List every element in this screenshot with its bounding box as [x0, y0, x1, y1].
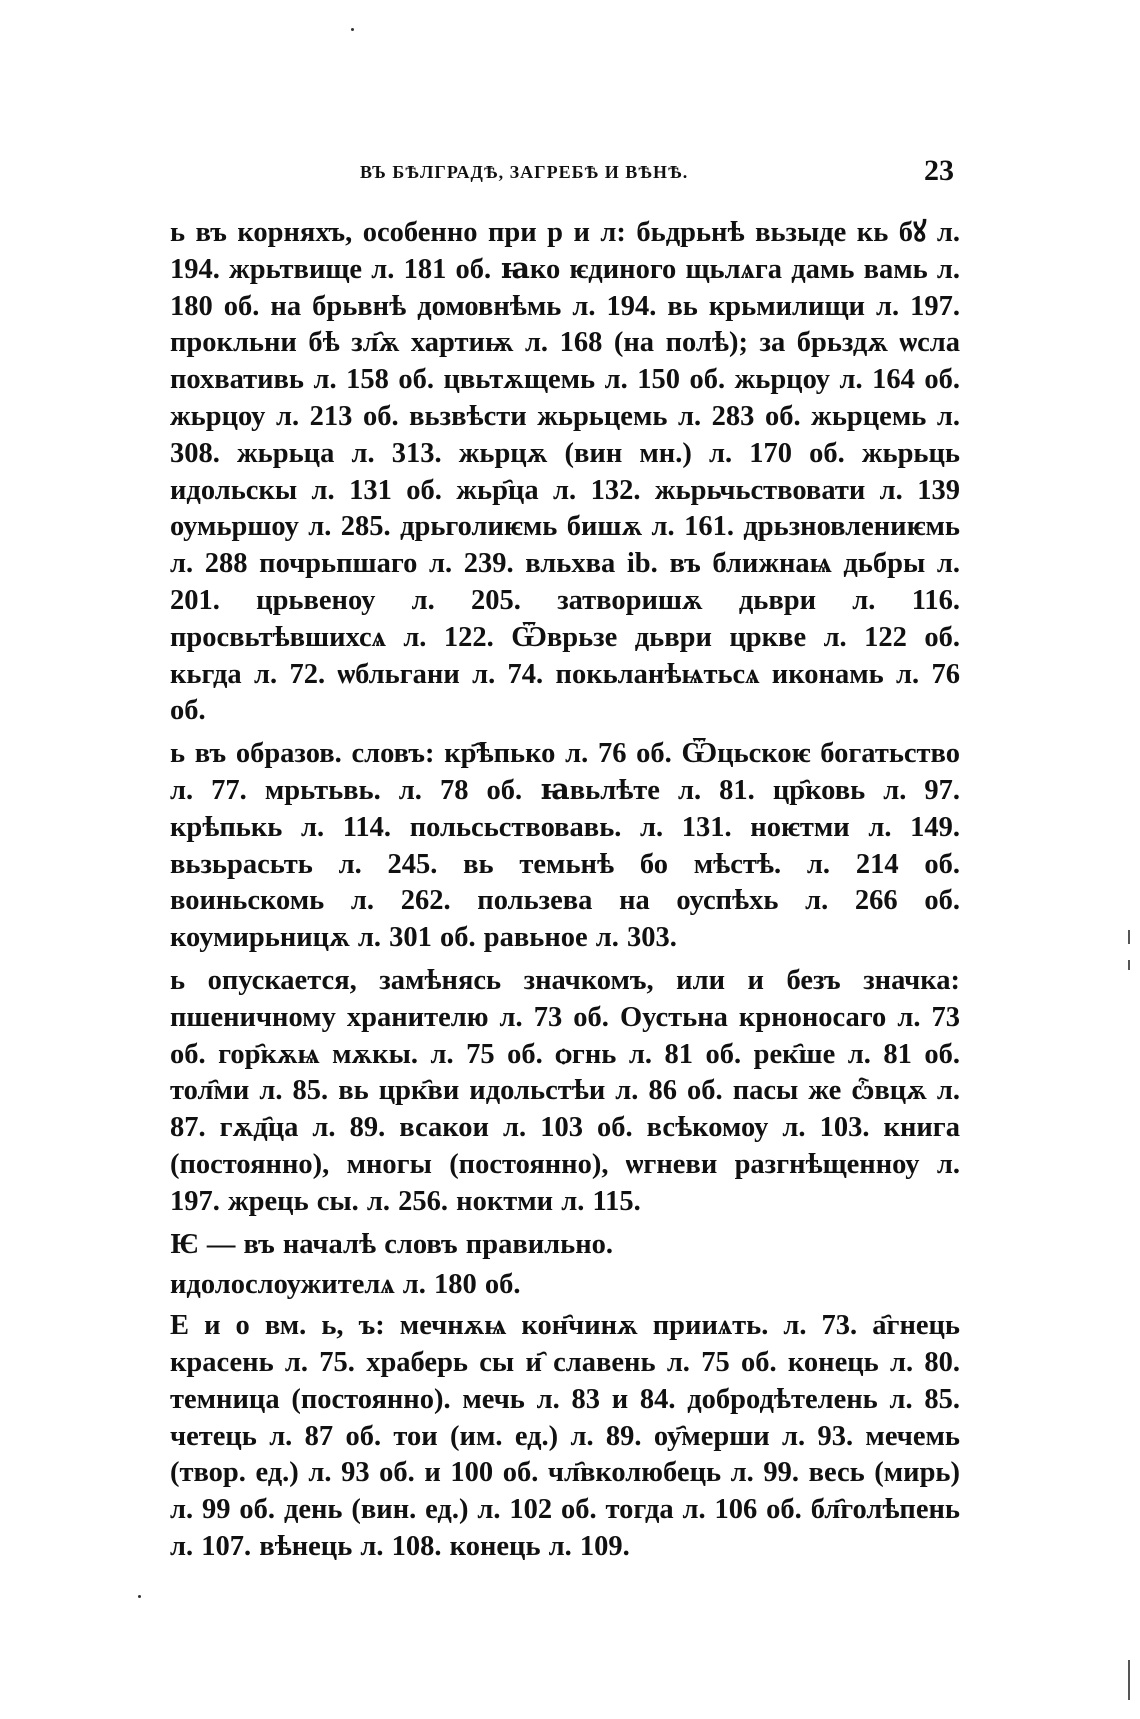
text-block — [170, 215, 960, 1572]
running-title: ВЪ БѢЛГРАДѢ, ЗАГРЕБѢ И ВѢНѢ. — [360, 162, 689, 182]
top-speck — [351, 28, 354, 31]
edge-mark-1 — [1128, 930, 1130, 944]
edge-mark-2 — [1128, 960, 1130, 970]
paragraph-e-o-for-yers: Е и о вм. ь, ъ: мечнѫѩ кон҄чинѫ прииѧть. л. 73. а҄гнець красень л. 75. храберь сы и҄ славень л. 75 об. конець л. 80. темница (постоянно). мечь л. 83 и 84. добродѣтелень л. 85. четець л. 87 об. тои (им. ед.) л. 89. оу҄мерши л. 93. мечемь (твор. ед.) л. 93 об. и 100 об. чл҄вколюбець л. 99. весь (мирь) л. 99 об. день (вин. ед.) л. 102 об. тогда л. 106 об. бл҄голѣпень л. 107. вѣнець л. 108. конець л. 109. — [170, 1310, 960, 1562]
page-number: 23 — [924, 154, 954, 187]
paragraph-soft-sign-omission: ь опускается, замѣнясь значкомъ, или и безъ значка: пшеничному хранителю л. 73 об. Оустьна крноносаго л. 73 об. гор҄кѫѩ мѫкы. л. 75 об. ѻгнь л. 81 об. рек҄ше л. 81 об. тол҄ми л. 85. вь црк҄ви идольстѣи л. 86 об. пасы же ѽвцѫ л. 87. гѫд҄ца л. 89. всакои л. 103 об. всѣкомоу л. 103. книга (постоянно), многы (постоянно), ѡгневи разгнѣщенноу л. 197. жрець сы. л. 256. ноктми л. 115. — [170, 964, 960, 1217]
paragraph-ye-example: идолослоужителѧ л. 180 об. — [170, 1269, 521, 1301]
paragraph-soft-sign-derivations: ь въ образов. словъ: кр҄ѣпько л. 76 об. Ѿцьскоѥ богатьство л. 77. мрьтьвь. л. 78 об. ꙗвьлѣте л. 81. цр҄ковь л. 97. крѣпькь л. 114. польсьствовавь. л. 131. ноѥтми л. 149. вьзьрасьть л. 245. вь темьнѣ бо мѣстѣ. л. 214 об. воиньскомь л. 262. пользева на оуспѣхь л. 266 об. коумирьницѫ л. 301 об. равьное л. 303. — [170, 738, 960, 954]
paragraph-soft-sign-roots: ь въ корняхъ, особенно при р и л: бьдрьнѣ вьзыде кь бꙋ л. 194. жрьтвище л. 181 об. ꙗко ѥдиного щьлѧга дамь вамь л. 180 об. на брьвнѣ домовнѣмь л. 194. вь крьмилищи л. 197. прокльни бѣ зл҄ѫ хартиѭ л. 168 (на полѣ); за брьздѫ ѡсла похвативь л. 158 об. цвьтѫщемь л. 150 об. жьрцоу л. 164 об. жьрцоу л. 213 об. вьзвѣсти жьрьцемь л. 283 об. жьрцемь л. 308. жьрьца л. 313. жьрцѫ (вин мн.) л. 170 об. жьрьць идольскы л. 131 об. жьр҄ца л. 132. жьрьчьствовати л. 139 оумьршоу л. 285. дрьголиѥмь бишѫ л. 161. дрьзновлениѥмь л. 288 почрьпшаго л. 239. вльхва ib. въ ближнаѩ дьбры л. 201. црьвеноу л. 205. затворишѫ дьври л. 116. просвьтѣвшихсѧ л. 122. Ѿврьзе дьври цркве л. 122 об. кьгда л. 72. ѡбльгани л. 74. покьланѣѩтьсѧ иконамь л. 76 об. — [170, 217, 960, 727]
bottom-speck — [138, 1595, 141, 1598]
edge-mark-3 — [1128, 1660, 1130, 1700]
paragraph-ye-initial: Ѥ — въ началѣ словъ правильно. — [170, 1228, 613, 1260]
running-head — [170, 152, 960, 196]
